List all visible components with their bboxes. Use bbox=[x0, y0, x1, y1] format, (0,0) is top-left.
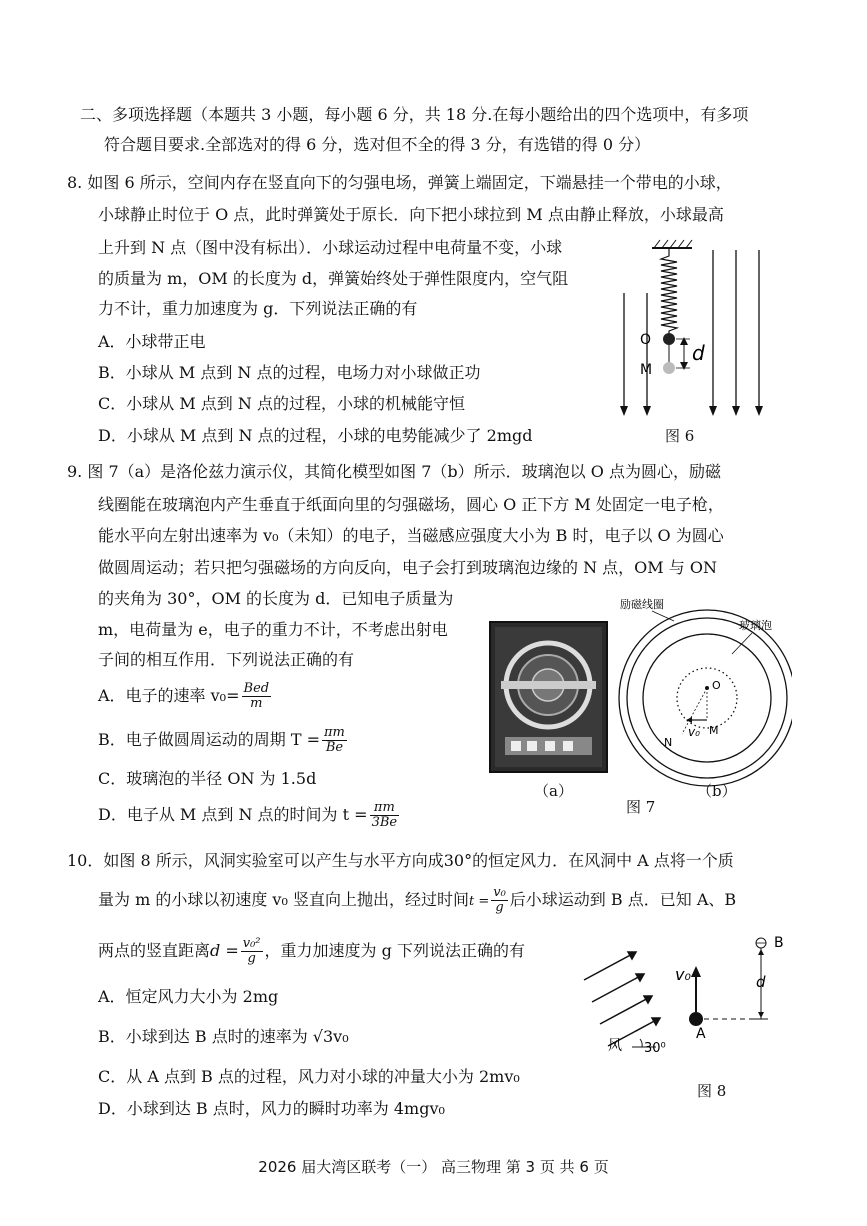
figure-7-caption: 图 7 bbox=[626, 798, 656, 816]
fig8-d-label: d bbox=[756, 973, 766, 991]
q9-b-numerator: πm bbox=[324, 725, 345, 740]
q9-a-denominator: m bbox=[250, 696, 263, 711]
figure-7a-caption: （a） bbox=[534, 782, 573, 800]
q8-line-5: 力不计，重力加速度为 g．下列说法正确的有 bbox=[98, 299, 418, 318]
q10-t-denominator: g bbox=[495, 900, 504, 915]
page-footer: 2026 届大湾区联考（一） 高三物理 第 3 页 共 6 页 bbox=[258, 1158, 609, 1176]
fig6-label-d: d bbox=[692, 341, 705, 365]
q9-line-2: 线圈能在玻璃泡内产生垂直于纸面向里的匀强磁场，圆心 O 正下方 M 处固定一电子枪， bbox=[98, 495, 724, 514]
q8-option-b: B．小球从 M 点到 N 点的过程，电场力对小球做正功 bbox=[98, 363, 481, 382]
q8-line-3: 上升到 N 点（图中没有标出）．小球运动过程中电荷量不变，小球 bbox=[98, 238, 563, 257]
q10-option-a: A．恒定风力大小为 2mg bbox=[98, 987, 279, 1006]
q8-option-a: A．小球带正电 bbox=[98, 332, 206, 351]
section-heading: 二、多项选择题（本题共 3 小题，每小题 6 分，共 18 分.在每小题给出的四个选项中，有多项 bbox=[80, 105, 749, 124]
fig8-wind-label: 风 bbox=[608, 1038, 622, 1054]
label-glass-bulb: 玻璃泡 bbox=[739, 619, 772, 632]
figure-6-caption: 图 6 bbox=[665, 427, 695, 445]
q9-d-denominator: 3Be bbox=[371, 815, 398, 830]
fig7-label-n: N bbox=[664, 736, 673, 749]
figure-7b bbox=[612, 596, 792, 796]
figure-6 bbox=[612, 238, 782, 428]
q9-line-1: 9. 图 7（a）是洛伦兹力演示仪，其简化模型如图 7（b）所示．玻璃泡以 O 点为圆心，励磁 bbox=[67, 462, 721, 481]
q10-t-numerator: v₀ bbox=[493, 885, 506, 900]
q8-line-4: 的质量为 m，OM 的长度为 d，弹簧始终处于弹性限度内，空气阻 bbox=[98, 269, 569, 288]
q9-option-a bbox=[98, 681, 273, 711]
q9-option-b bbox=[98, 725, 349, 755]
q10-option-d: D．小球到达 B 点时，风力的瞬时功率为 4mgv₀ bbox=[98, 1099, 445, 1118]
q9-option-a-text: A．电子的速率 v₀= bbox=[98, 686, 240, 705]
q10-line-3-text: 两点的竖直距离 bbox=[98, 941, 211, 960]
q8-option-c: C．小球从 M 点到 N 点的过程，小球的机械能守恒 bbox=[98, 394, 465, 413]
q9-option-b-text: B．电子做圆周运动的周期 T = bbox=[98, 730, 321, 749]
lorentz-demonstrator-photo bbox=[489, 621, 608, 773]
q9-line-6: m，电荷量为 e，电子的重力不计，不考虑出射电 bbox=[98, 620, 448, 639]
fig8-angle-label: 30⁰ bbox=[644, 1041, 666, 1056]
q10-line-2 bbox=[98, 884, 736, 918]
section-instructions: 符合题目要求.全部选对的得 6 分，选对但不全的得 3 分，有选错的得 0 分） bbox=[104, 135, 651, 154]
fig8-a-label: A bbox=[696, 1026, 706, 1042]
q9-line-7: 子间的相互作用．下列说法正确的有 bbox=[98, 650, 355, 669]
q9-a-numerator: Bed bbox=[243, 681, 270, 696]
q10-line-3-end: ，重力加速度为 g 下列说法正确的有 bbox=[264, 941, 525, 960]
label-excitation-coil: 励磁线圈 bbox=[620, 598, 664, 611]
q9-line-4: 做圆周运动；若只把匀强磁场的方向反向，电子会打到玻璃泡边缘的 N 点，OM 与 ON bbox=[98, 558, 717, 577]
fig7-label-v0: v₀ bbox=[688, 725, 700, 739]
q9-d-numerator: πm bbox=[370, 801, 400, 816]
q10-option-c: C．从 A 点到 B 点的过程，风力对小球的冲量大小为 2mv₀ bbox=[98, 1067, 520, 1086]
q9-line-3: 能水平向左射出速率为 v₀（未知）的电子，当磁感应强度大小为 B 时，电子以 O 为圆心 bbox=[98, 526, 724, 545]
q9-line-5: 的夹角为 30°，OM 的长度为 d．已知电子质量为 bbox=[98, 589, 454, 608]
fig8-b-label: B bbox=[774, 935, 784, 951]
figure-8-caption: 图 8 bbox=[697, 1082, 727, 1100]
q10-d-symbol: d = bbox=[210, 941, 239, 960]
fig8-v0-label: v₀ bbox=[675, 965, 691, 984]
q10-line-3 bbox=[98, 934, 525, 968]
q8-line-1: 8. 如图 6 所示，空间内存在竖直向下的匀强电场，弹簧上端固定，下端悬挂一个带电的小球， bbox=[67, 173, 732, 192]
q10-t-symbol: t = bbox=[468, 894, 490, 909]
demonstrator-drawing bbox=[491, 623, 606, 771]
q9-b-denominator: Be bbox=[325, 740, 344, 755]
q10-line-2-text: 量为 m 的小球以初速度 v₀ 竖直向上抛出，经过时间 bbox=[98, 890, 469, 909]
q9-option-c: C．玻璃泡的半径 ON 为 1.5d bbox=[98, 769, 317, 788]
q8-line-2: 小球静止时位于 O 点，此时弹簧处于原长．向下把小球拉到 M 点由静止释放，小球最高 bbox=[98, 205, 724, 224]
q9-option-d-text: D．电子从 M 点到 N 点的时间为 t = bbox=[98, 805, 368, 824]
q9-option-d bbox=[98, 800, 401, 830]
figure-7b-caption: （b） bbox=[697, 782, 737, 800]
q10-d-denominator: g bbox=[247, 951, 256, 966]
fig7-label-o: O bbox=[712, 679, 721, 692]
q10-line-2-end: 后小球运动到 B 点．已知 A、B bbox=[509, 890, 737, 909]
fig7-label-m: M bbox=[709, 724, 719, 737]
fig6-label-m: M bbox=[640, 362, 653, 378]
fig6-label-o: O bbox=[640, 332, 652, 348]
q10-d-numerator: v₀² bbox=[242, 936, 261, 951]
q8-option-d: D．小球从 M 点到 N 点的过程，小球的电势能减少了 2mgd bbox=[98, 426, 533, 445]
figure-8 bbox=[578, 930, 798, 1070]
q10-line-1: 10．如图 8 所示，风洞实验室可以产生与水平方向成30°的恒定风力．在风洞中 A 点将一个质 bbox=[67, 851, 734, 870]
q10-option-b: B．小球到达 B 点时的速率为 √3v₀ bbox=[98, 1027, 349, 1046]
